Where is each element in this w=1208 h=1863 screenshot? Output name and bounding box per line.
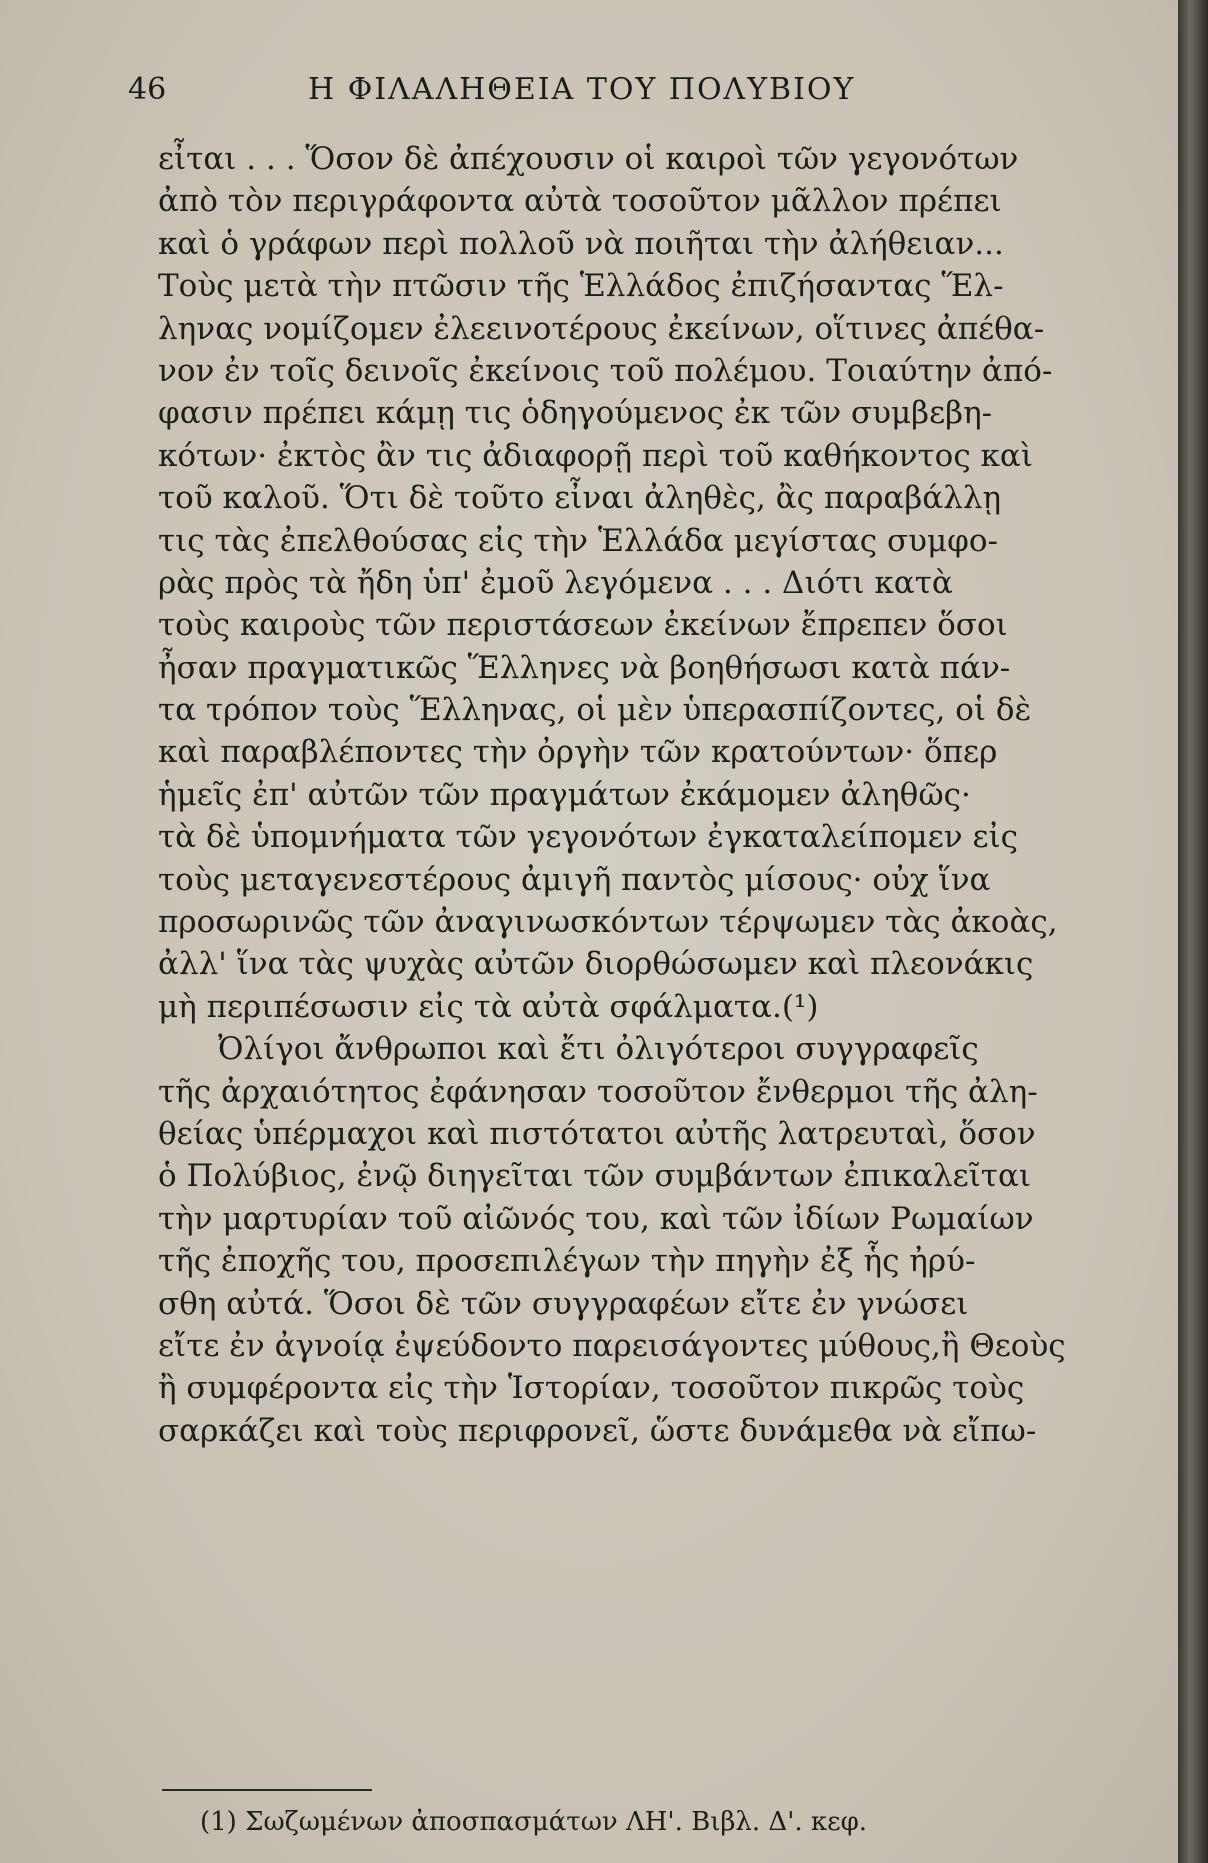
text-line: φασιν πρέπει κάμῃ τις ὁδηγούμενος ἐκ τῶν συμβεβη-	[158, 395, 993, 432]
text-line: καὶ παραβλέποντες τὴν ὀργὴν τῶν κρατούντων· ὅπερ	[158, 734, 998, 771]
text-line: τοὺς μεταγενεστέρους ἀμιγῆ παντὸς μίσους· οὐχ ἵνα	[158, 861, 991, 898]
text-line: ἡμεῖς ἐπ' αὐτῶν τῶν πραγμάτων ἐκάμομεν ἀληθῶς·	[158, 776, 971, 813]
text-line: ἀλλ' ἵνα τὰς ψυχὰς αὐτῶν διορθώσωμεν καὶ πλεονάκις	[158, 946, 1034, 983]
text-line: εἶται . . . Ὅσον δὲ ἀπέχουσιν οἱ καιροὶ τῶν γεγονότων	[158, 141, 1019, 177]
text-line: τὰ δὲ ὑπομνήματα τῶν γεγονότων ἐγκαταλείπομεν εἰς	[158, 819, 1019, 856]
text-line: μὴ περιπέσωσιν εἰς τὰ αὐτὰ σφάλματα.(¹)	[158, 988, 819, 1025]
text-line: προσωρινῶς τῶν ἀναγινωσκόντων τέρψωμεν τὰς ἀκοὰς,	[158, 904, 1058, 941]
text-line: κότων· ἐκτὸς ἂν τις ἀδιαφορῇ περὶ τοῦ καθήκοντος καὶ	[158, 437, 1034, 474]
text-line: Τοὺς μετὰ τὴν πτῶσιν τῆς Ἑλλάδος ἐπιζήσαντας Ἕλ-	[158, 268, 1004, 305]
text-line: ληνας νομίζομεν ἐλεεινοτέρους ἐκείνων, οἵτινες ἀπέθα-	[158, 310, 1045, 347]
text-line: ἦσαν πραγματικῶς Ἕλληνες νὰ βοηθήσωσι κατὰ πάν-	[158, 649, 1011, 686]
text-line: σαρκάζει καὶ τοὺς περιφρονεῖ, ὥστε δυνάμεθα νὰ εἴπω-	[158, 1412, 1037, 1449]
footnote-rule	[162, 1789, 372, 1791]
text-line: τὴν μαρτυρίαν τοῦ αἰῶνός του, καὶ τῶν ἰδίων Ρωμαίων	[158, 1200, 1034, 1237]
text-line: ὁ Πολύβιος, ἐνῷ διηγεῖται τῶν συμβάντων ἐπικαλεῖται	[158, 1158, 1032, 1195]
text-line: τα τρόπον τοὺς Ἕλληνας, οἱ μὲν ὑπερασπίζοντες, οἱ δὲ	[158, 692, 1032, 729]
text-line: νον ἐν τοῖς δεινοῖς ἐκείνοις τοῦ πολέμου. Τοιαύτην ἀπό-	[158, 352, 1053, 389]
text-line: καὶ ὁ γράφων περὶ πολλοῦ νὰ ποιῆται τὴν ἀλήθειαν...	[158, 225, 1004, 262]
page-number: 46	[128, 72, 167, 107]
text-line: τῆς ἀρχαιότητος ἐφάνησαν τοσοῦτον ἔνθερμοι τῆς ἀλη-	[158, 1073, 1038, 1110]
text-line: ρὰς πρὸς τὰ ἤδη ὑπ' ἐμοῦ λεγόμενα . . . Διότι κατὰ	[158, 564, 953, 601]
page-edge-shadow	[1178, 0, 1208, 1863]
paragraph-start-line: Ὀλίγοι ἄνθρωποι καὶ ἔτι ὀλιγότεροι συγγραφεῖς	[218, 1031, 979, 1068]
text-line: τοὺς καιροὺς τῶν περιστάσεων ἐκείνων ἔπρεπεν ὅσοι	[158, 607, 1008, 644]
running-title: Η ΦΙΛΑΛΗΘΕΙΑ ΤΟΥ ΠΟΛΥΒΙΟΥ	[308, 72, 856, 107]
text-line: τοῦ καλοῦ. Ὅτι δὲ τοῦτο εἶναι ἀληθὲς, ἂς παραβάλλῃ	[158, 480, 1002, 517]
body-text	[158, 138, 1138, 1452]
text-line: τις τὰς ἐπελθούσας εἰς τὴν Ἑλλάδα μεγίστας συμφο-	[158, 522, 998, 559]
text-line: θείας ὑπέρμαχοι καὶ πιστότατοι αὐτῆς λατρευταὶ, ὅσον	[158, 1115, 1036, 1152]
text-line: ἀπὸ τὸν περιγράφοντα αὐτὰ τοσοῦτον μᾶλλον πρέπει	[158, 183, 1002, 220]
footnote: (1) Σωζωμένων ἀποσπασμάτων ΛΗ'. Βιβλ. Δ'. κεφ.	[200, 1807, 868, 1837]
page-header	[128, 72, 1128, 112]
text-line: ἢ συμφέροντα εἰς τὴν Ἱστορίαν, τοσοῦτον πικρῶς τοὺς	[158, 1370, 1025, 1407]
text-line: τῆς ἐποχῆς του, προσεπιλέγων τὴν πηγὴν ἐξ ἧς ἠρύ-	[158, 1243, 976, 1280]
text-line: εἴτε ἐν ἀγνοίᾳ ἐψεύδοντο παρεισάγοντες μύθους,ἢ Θεοὺς	[158, 1327, 1066, 1364]
text-line: σθη αὐτά. Ὅσοι δὲ τῶν συγγραφέων εἴτε ἐν γνώσει	[158, 1285, 969, 1322]
